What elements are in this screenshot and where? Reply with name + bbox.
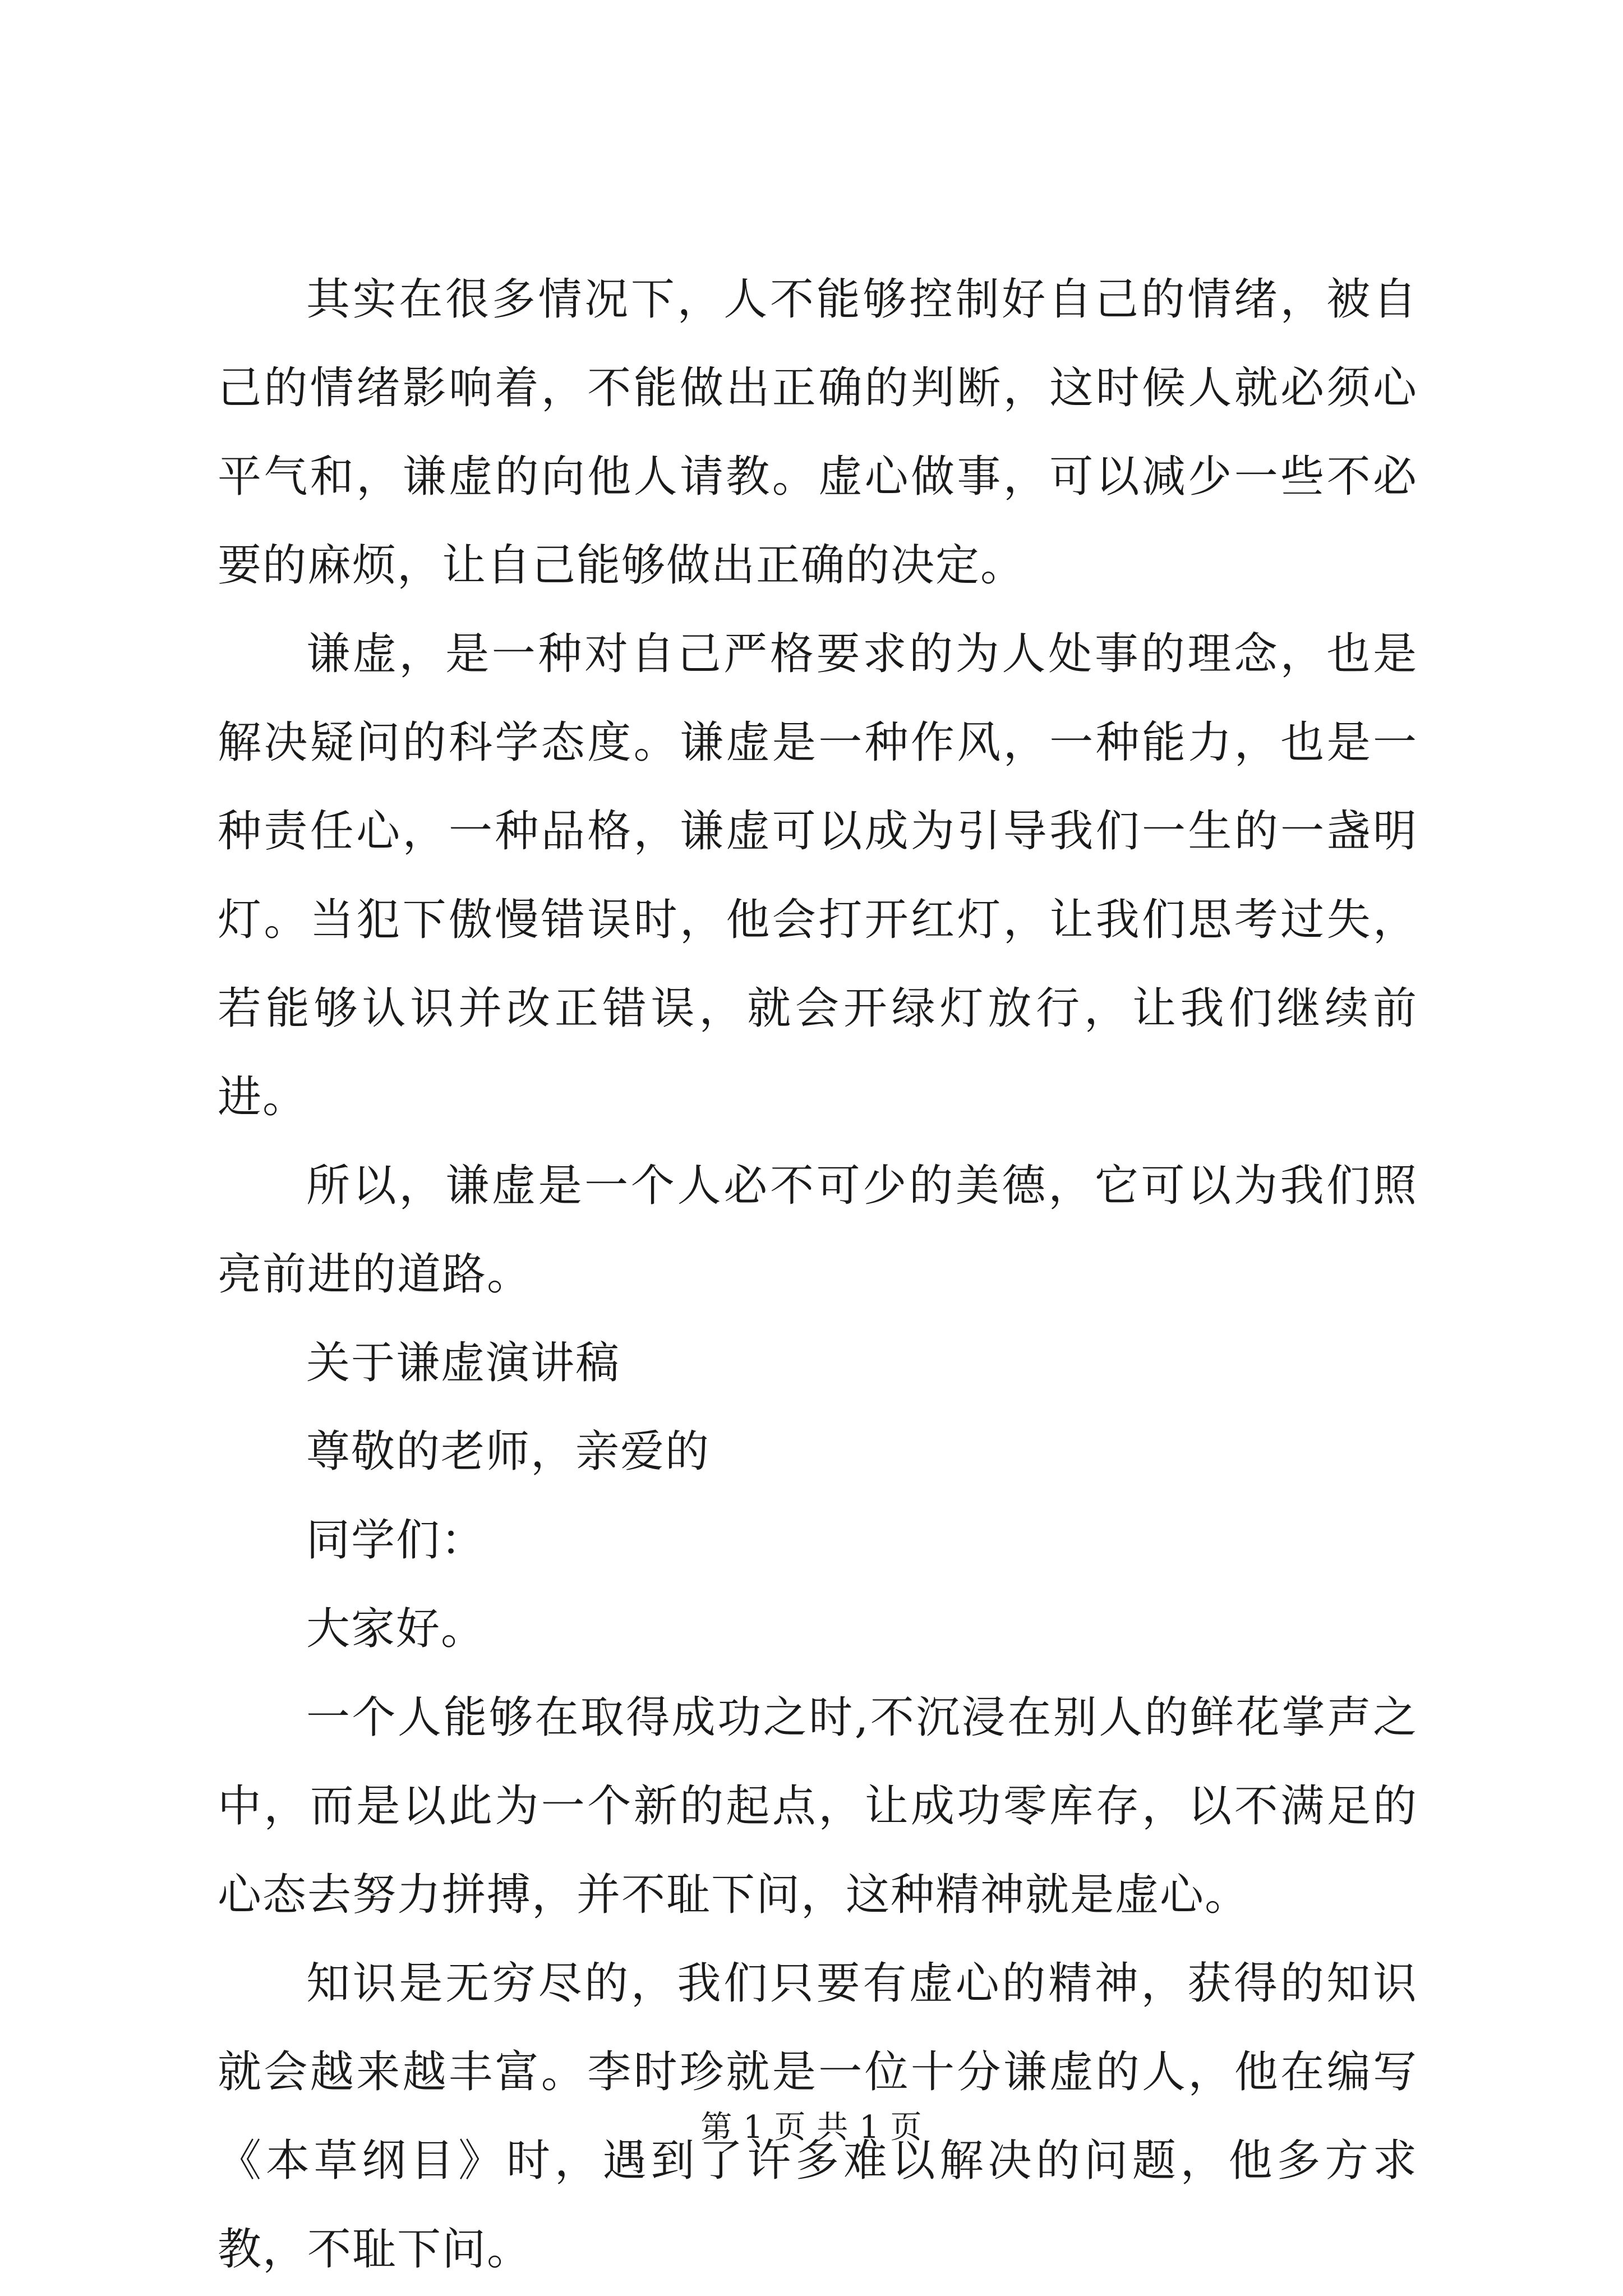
greeting: 大家好。 — [306, 1604, 486, 1654]
salutation-line-1: 尊敬的老师，亲爱的 — [306, 1427, 711, 1477]
paragraph-2: 谦虚，是一种对自己严格要求的为人处事的理念，也是解决疑问的科学态度。谦虚是一种作风，一种能力，也是一种责任心，一种品格，谦虚可以成为引导我们一生的一盏明灯。当犯下傲慢错误时，他会打开红灯，让我们思考过失，若能够认识并改正错误，就会开绿灯放行，让我们继续前进。 — [218, 629, 1418, 1122]
paragraph-1: 其实在很多情况下，人不能够控制好自己的情绪，被自己的情绪影响着，不能做出正确的判断，这时候人就必须心平气和，谦虚的向他人请教。虚心做事，可以减少一些不必要的麻烦，让自己能够做出正确的决定。 — [218, 274, 1418, 591]
page-number-footer: 第 1 页 共 1 页 — [700, 2109, 923, 2146]
paragraph-4: 一个人能够在取得成功之时,不沉浸在别人的鲜花掌声之中，而是以此为一个新的起点，让成功零库存，以不满足的心态去努力拼搏，并不耻下问，这种精神就是虚心。 — [218, 1692, 1418, 1920]
document-body — [218, 255, 1418, 2294]
salutation-line-2: 同学们： — [306, 1515, 486, 1566]
paragraph-3: 所以，谦虚是一个人必不可少的美德，它可以为我们照亮前进的道路。 — [218, 1161, 1418, 1300]
paragraph-5: 知识是无穷尽的，我们只要有虚心的精神，获得的知识就会越来越丰富。李时珍就是一位十分谦虚的人，他在编写《本草纲目》时，遇到了许多难以解决的问题，他多方求教，不耻下问。 — [218, 1958, 1418, 2275]
speech-title: 关于谦虚演讲稿 — [306, 1338, 621, 1388]
